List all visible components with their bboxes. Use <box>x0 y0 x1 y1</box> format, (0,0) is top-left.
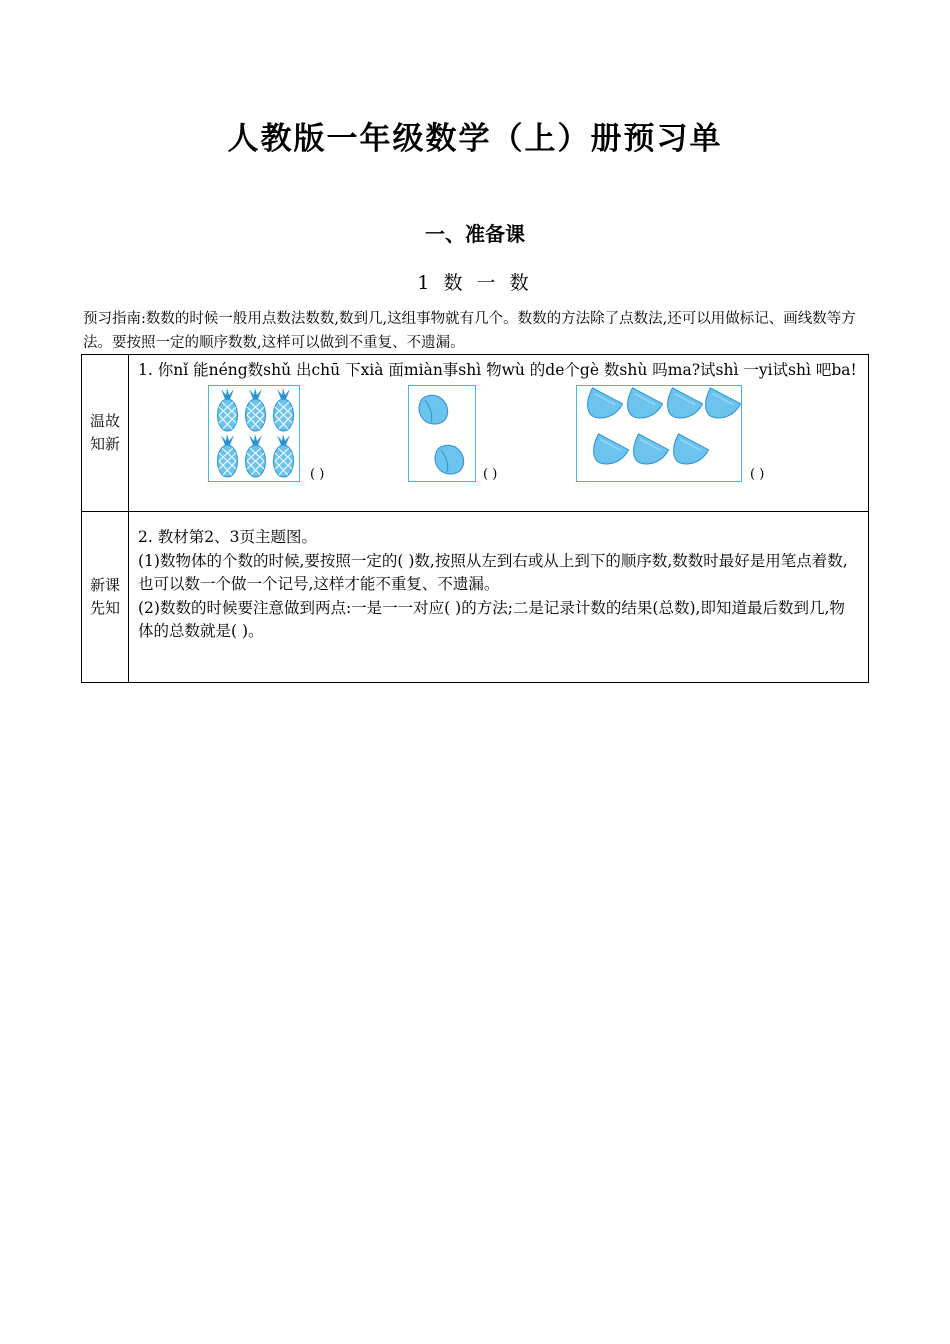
question-2-heading: 2. 教材第2、3页主题图。 <box>138 528 317 546</box>
answer-blank[interactable]: ( ) <box>483 466 498 482</box>
side-label: 新课先知 <box>89 576 120 617</box>
question-2-part-2: (2)数数的时候要注意做到两点:一是一一对应( )的方法;二是记录计数的结果(总数),即知道最后数到几,物体的总数就是( )。 <box>138 598 845 640</box>
side-label-cell <box>82 512 129 683</box>
page-title: 人教版一年级数学（上）册预习单 <box>227 121 723 157</box>
worksheet-table <box>81 354 869 683</box>
melon-group <box>576 385 742 482</box>
side-label: 温故知新 <box>89 412 120 453</box>
melon-slice-icon <box>577 386 741 481</box>
table-row <box>82 355 869 512</box>
lesson-heading: 1 数 一 数 <box>417 272 533 294</box>
question-2-cell <box>129 512 869 683</box>
table-row <box>82 512 869 683</box>
question-2-part-1: (1)数物体的个数的时候,要按照一定的( )数,按照从左到右或从上到下的顺序数,数数时最好是用笔点着数,也可以数一个做一个记号,这样才能不重复、不遗漏。 <box>138 551 848 593</box>
picture-row <box>138 385 860 485</box>
question-1-cell <box>129 355 869 512</box>
answer-blank[interactable]: ( ) <box>750 466 765 482</box>
pineapple-icon <box>209 386 299 481</box>
section-heading: 一、准备课 <box>425 222 525 246</box>
answer-blank[interactable]: ( ) <box>310 466 325 482</box>
side-label-cell <box>82 355 129 512</box>
preview-guide: 预习指南:数数的时候一般用点数法数数,数到几,这组事物就有几个。数数的方法除了点数法,还可以用做标记、画线数等方法。要按照一定的顺序数数,这样可以做到不重复、不遗漏。 <box>83 311 856 351</box>
pineapple-group <box>208 385 300 482</box>
peach-icon <box>409 386 475 481</box>
question-1-text: 1. 你nǐ 能néng数shǔ 出chū 下xià 面miàn事shì 物wù 的de个gè 数shù 吗ma?试shì 一yi试shì 吧ba! <box>138 361 857 379</box>
peach-group <box>408 385 476 482</box>
